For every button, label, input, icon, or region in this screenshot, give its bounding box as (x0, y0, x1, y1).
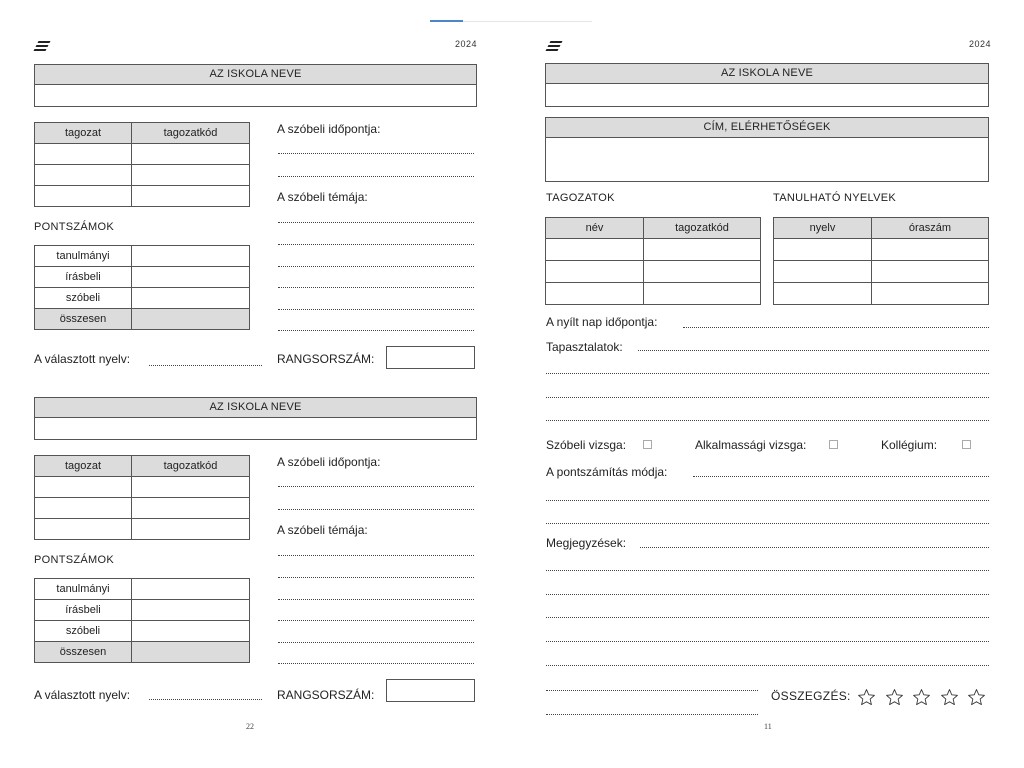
notes-line[interactable] (546, 617, 989, 618)
left-page-number: 22 (246, 722, 254, 731)
address-header: CÍM, ELÉRHETŐSÉGEK (546, 118, 988, 138)
school-name-box (34, 397, 477, 440)
cell-input[interactable] (872, 239, 989, 261)
oral-topic-line[interactable] (278, 599, 474, 600)
right-page-number: 11 (764, 722, 772, 731)
school-name-box (545, 63, 989, 107)
cell-input[interactable] (546, 239, 644, 261)
logo-icon (546, 41, 562, 53)
star-icon[interactable] (940, 688, 959, 707)
rank-input[interactable] (386, 679, 475, 702)
school-name-header: AZ ISKOLA NEVE (35, 65, 476, 85)
score-input[interactable] (132, 621, 250, 642)
table-row (774, 239, 989, 261)
score-total-input[interactable] (132, 309, 250, 330)
oral-date-label: A szóbeli időpontja: (277, 455, 381, 469)
cell-input[interactable] (35, 144, 132, 165)
cell-input[interactable] (546, 283, 644, 305)
col-header-hours: óraszám (872, 218, 989, 239)
col-header-division-code: tagozatkód (644, 218, 761, 239)
cell-input[interactable] (132, 498, 250, 519)
table-row (35, 477, 250, 498)
oral-date-line[interactable] (278, 153, 474, 154)
table-row (35, 186, 250, 207)
score-label: szóbeli (35, 288, 132, 309)
page-progress-indicator (430, 20, 463, 22)
notes-line[interactable] (546, 570, 989, 571)
scores-title: PONTSZÁMOK (34, 221, 115, 233)
oral-exam-checkbox[interactable] (643, 440, 652, 449)
oral-topic-label: A szóbeli témája: (277, 523, 368, 537)
score-input[interactable] (132, 600, 250, 621)
cell-input[interactable] (644, 283, 761, 305)
cell-input[interactable] (774, 283, 872, 305)
cell-input[interactable] (132, 186, 250, 207)
logo-icon (34, 41, 50, 53)
scoring-method-line[interactable] (546, 500, 989, 501)
score-input[interactable] (132, 288, 250, 309)
experiences-line[interactable] (546, 397, 989, 398)
star-icon[interactable] (967, 688, 986, 707)
score-total-label: összesen (35, 309, 132, 330)
rank-label: RANGSORSZÁM: (277, 688, 375, 702)
star-icon[interactable] (912, 688, 931, 707)
star-icon[interactable] (885, 688, 904, 707)
col-header-division: tagozat (35, 456, 132, 477)
cell-input[interactable] (35, 186, 132, 207)
cell-input[interactable] (132, 519, 250, 540)
oral-topic-line[interactable] (278, 330, 474, 331)
score-input[interactable] (132, 246, 250, 267)
oral-topic-line[interactable] (278, 555, 474, 556)
col-header-division-code: tagozatkód (132, 456, 250, 477)
open-day-label: A nyílt nap időpontja: (546, 315, 658, 329)
score-total-label: összesen (35, 642, 132, 663)
cell-input[interactable] (774, 261, 872, 283)
oral-topic-line[interactable] (278, 266, 474, 267)
oral-exam-label: Szóbeli vizsga: (546, 438, 627, 452)
table-row (774, 261, 989, 283)
address-field[interactable] (546, 138, 988, 181)
language-label: A választott nyelv: (34, 352, 131, 366)
dormitory-checkbox[interactable] (962, 440, 971, 449)
divisions-table (545, 217, 761, 305)
notes-line[interactable] (546, 594, 989, 595)
score-label: írásbeli (35, 267, 132, 288)
notes-line[interactable] (546, 641, 989, 642)
table-row (546, 239, 761, 261)
languages-title: TANULHATÓ NYELVEK (773, 192, 897, 204)
oral-topic-line[interactable] (278, 663, 474, 664)
division-table (34, 455, 250, 540)
notes-line[interactable] (546, 714, 758, 715)
aptitude-exam-label: Alkalmassági vizsga: (695, 438, 807, 452)
cell-input[interactable] (644, 239, 761, 261)
summary-label: ÖSSZEGZÉS: (771, 689, 851, 703)
scoring-method-label: A pontszámítás módja: (546, 465, 668, 479)
scoring-method-line[interactable] (693, 476, 989, 477)
table-row (774, 283, 989, 305)
score-input[interactable] (132, 579, 250, 600)
table-row (546, 261, 761, 283)
oral-topic-line[interactable] (278, 309, 474, 310)
scores-title: PONTSZÁMOK (34, 554, 115, 566)
cell-input[interactable] (774, 239, 872, 261)
oral-topic-line[interactable] (278, 287, 474, 288)
notes-label: Megjegyzések: (546, 536, 627, 550)
cell-input[interactable] (35, 477, 132, 498)
oral-topic-line[interactable] (278, 620, 474, 621)
oral-topic-line[interactable] (278, 222, 474, 223)
scores-table (34, 245, 250, 330)
divisions-title: TAGOZATOK (546, 192, 615, 204)
language-line[interactable] (149, 699, 262, 700)
experiences-line[interactable] (638, 350, 989, 351)
scoring-method-line[interactable] (546, 523, 989, 524)
cell-input[interactable] (644, 261, 761, 283)
col-header-division: tagozat (35, 123, 132, 144)
open-day-line[interactable] (683, 327, 989, 328)
oral-date-line[interactable] (278, 486, 474, 487)
notes-line[interactable] (546, 665, 989, 666)
star-icon[interactable] (857, 688, 876, 707)
oral-topic-line[interactable] (278, 577, 474, 578)
col-header-name: név (546, 218, 644, 239)
school-name-header: AZ ISKOLA NEVE (546, 64, 988, 84)
col-header-language: nyelv (774, 218, 872, 239)
score-label: írásbeli (35, 600, 132, 621)
experiences-label: Tapasztalatok: (546, 340, 623, 354)
school-name-header: AZ ISKOLA NEVE (35, 398, 476, 418)
table-row (546, 283, 761, 305)
oral-topic-line[interactable] (278, 642, 474, 643)
left-year: 2024 (455, 39, 478, 49)
oral-date-line[interactable] (278, 509, 474, 510)
score-label: szóbeli (35, 621, 132, 642)
cell-input[interactable] (132, 477, 250, 498)
aptitude-exam-checkbox[interactable] (829, 440, 838, 449)
address-box (545, 117, 989, 182)
notes-line[interactable] (546, 690, 758, 691)
oral-date-label: A szóbeli időpontja: (277, 122, 381, 136)
score-label: tanulmányi (35, 246, 132, 267)
table-row (35, 165, 250, 186)
table-row (35, 144, 250, 165)
col-header-division-code: tagozatkód (132, 123, 250, 144)
oral-topic-line[interactable] (278, 244, 474, 245)
division-table (34, 122, 250, 207)
language-line[interactable] (149, 365, 262, 366)
school-name-field[interactable] (546, 84, 988, 106)
school-name-box (34, 64, 477, 107)
cell-input[interactable] (872, 261, 989, 283)
cell-input[interactable] (872, 283, 989, 305)
experiences-line[interactable] (546, 420, 989, 421)
score-input[interactable] (132, 267, 250, 288)
experiences-line[interactable] (546, 373, 989, 374)
oral-topic-label: A szóbeli témája: (277, 190, 368, 204)
cell-input[interactable] (35, 498, 132, 519)
cell-input[interactable] (35, 519, 132, 540)
cell-input[interactable] (132, 165, 250, 186)
table-row (35, 519, 250, 540)
cell-input[interactable] (35, 165, 132, 186)
table-row (35, 498, 250, 519)
rank-label: RANGSORSZÁM: (277, 352, 375, 366)
cell-input[interactable] (546, 261, 644, 283)
right-year: 2024 (969, 39, 992, 49)
languages-table (773, 217, 989, 305)
score-label: tanulmányi (35, 579, 132, 600)
cell-input[interactable] (132, 144, 250, 165)
school-name-field[interactable] (35, 85, 476, 106)
notes-line[interactable] (640, 547, 989, 548)
dormitory-label: Kollégium: (881, 438, 938, 452)
language-label: A választott nyelv: (34, 688, 131, 702)
school-name-field[interactable] (35, 418, 476, 439)
scores-table (34, 578, 250, 663)
score-total-input[interactable] (132, 642, 250, 663)
rank-input[interactable] (386, 346, 475, 369)
oral-date-line[interactable] (278, 176, 474, 177)
